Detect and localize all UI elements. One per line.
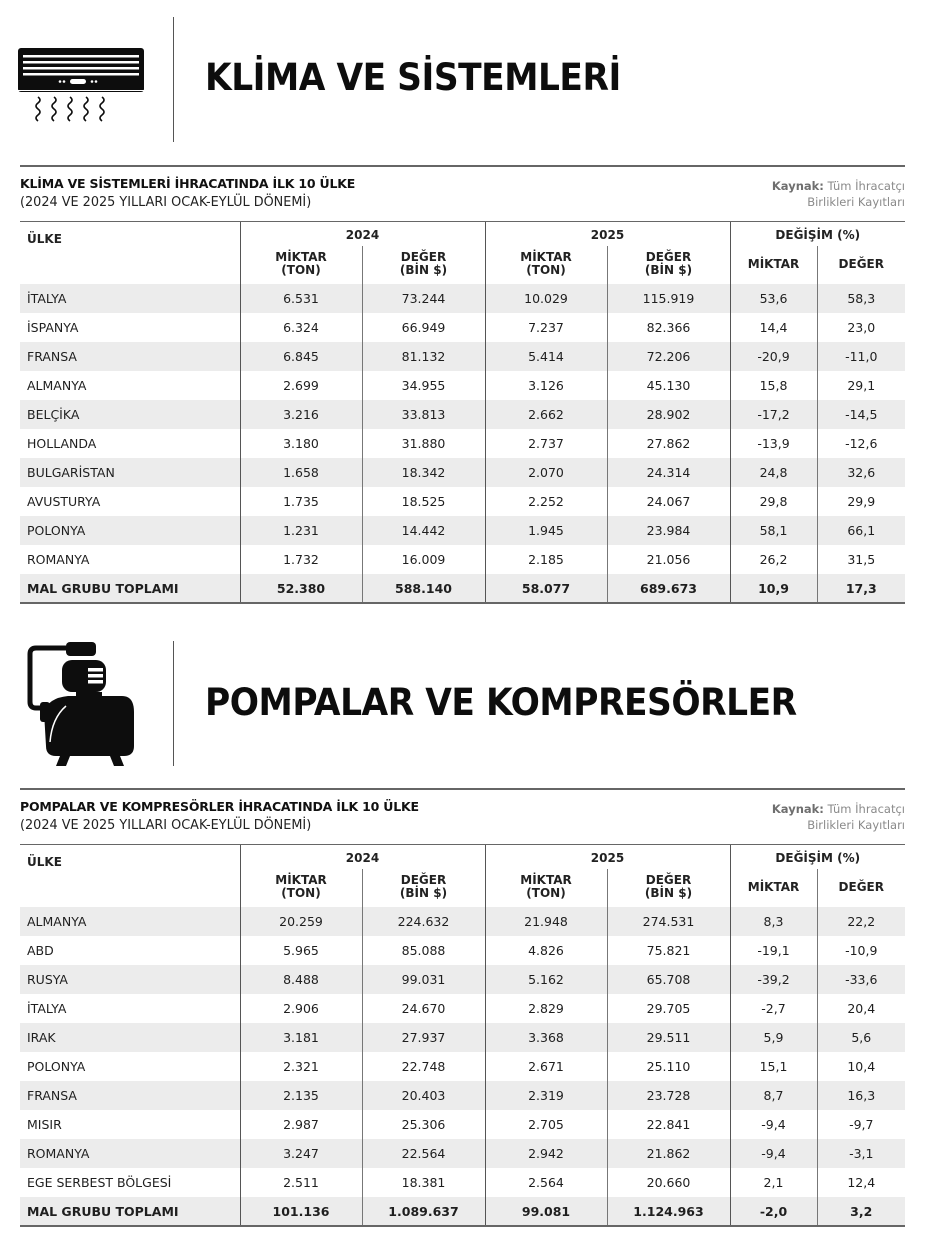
cell-qty-2024: 3.180 bbox=[283, 436, 319, 451]
table-row bbox=[20, 400, 905, 429]
table-row bbox=[20, 907, 905, 936]
header-country: ÜLKE bbox=[20, 845, 240, 907]
cell-country: İTALYA bbox=[20, 994, 240, 1023]
cell-qty-2025: 58.077 bbox=[485, 574, 607, 603]
cell-qty-2024: 2.511 bbox=[283, 1175, 319, 1190]
header-qty-2025: MİKTAR (TON) bbox=[485, 246, 607, 284]
cell-change-val: 31,5 bbox=[817, 545, 905, 574]
cell-qty-2025: 3.368 bbox=[485, 1023, 607, 1052]
cell-change-qty: 10,9 bbox=[730, 574, 817, 603]
cell-change-qty: 29,8 bbox=[730, 487, 817, 516]
data-table bbox=[20, 222, 905, 604]
cell-val-2024: 22.564 bbox=[362, 1139, 485, 1168]
cell-country: İTALYA bbox=[20, 284, 240, 313]
source-line-2: Birlikleri Kayıtları bbox=[807, 194, 905, 209]
cell-qty-2024: 2.906 bbox=[283, 1001, 319, 1016]
cell-country: BULGARİSTAN bbox=[20, 458, 240, 487]
cell-change-val: 10,4 bbox=[817, 1052, 905, 1081]
water-pump-icon bbox=[26, 640, 138, 768]
cell-qty-2024: 3.216 bbox=[240, 400, 362, 429]
cell-val-2024: 25.306 bbox=[362, 1110, 485, 1139]
cell-qty-2024: 2.699 bbox=[283, 378, 319, 393]
cell-qty-2024: 8.488 bbox=[240, 965, 362, 994]
table-row bbox=[20, 458, 905, 487]
table-subtitle: (2024 VE 2025 YILLARI OCAK-EYLÜL DÖNEMİ) bbox=[20, 193, 312, 210]
table-row bbox=[20, 936, 905, 965]
cell-change-qty: -9,4 bbox=[730, 1139, 817, 1168]
table-row bbox=[20, 965, 905, 994]
cell-change-qty: 5,9 bbox=[730, 1023, 817, 1052]
cell-country: RUSYA bbox=[20, 965, 240, 994]
header-change-val: DEĞER bbox=[817, 246, 905, 284]
table-row bbox=[20, 1052, 905, 1081]
header-qty-2025: MİKTAR (TON) bbox=[485, 869, 607, 907]
table-body bbox=[20, 284, 905, 603]
table-row bbox=[20, 284, 905, 313]
cell-qty-2025: 2.252 bbox=[485, 487, 607, 516]
cell-qty-2025: 2.185 bbox=[485, 545, 607, 574]
cell-qty-2025: 99.081 bbox=[485, 1197, 607, 1226]
section-header-pompa bbox=[0, 630, 926, 780]
table-row bbox=[20, 1081, 905, 1110]
cell-val-2024: 85.088 bbox=[362, 936, 485, 965]
header-val-2025: DEĞER (BİN $) bbox=[607, 869, 730, 907]
cell-change-qty: 2,1 bbox=[730, 1168, 817, 1197]
header-val-2024: DEĞER (BİN $) bbox=[362, 869, 485, 907]
cell-change-val: 16,3 bbox=[817, 1081, 905, 1110]
cell-country: FRANSA bbox=[20, 1081, 240, 1110]
header-divider bbox=[173, 641, 174, 766]
cell-qty-2024: 6.531 bbox=[240, 284, 362, 313]
header-val-2024: DEĞER (BİN $) bbox=[362, 246, 485, 284]
cell-qty-2024: 2.987 bbox=[283, 1117, 319, 1132]
header-divider bbox=[173, 17, 174, 142]
header-change-val: DEĞER bbox=[817, 869, 905, 907]
cell-change-qty: -2,0 bbox=[730, 1197, 817, 1226]
cell-qty-2025: 10.029 bbox=[485, 284, 607, 313]
cell-val-2025: 23.984 bbox=[607, 516, 730, 545]
cell-country: MAL GRUBU TOPLAMI bbox=[20, 574, 240, 603]
cell-change-val: 58,3 bbox=[817, 284, 905, 313]
cell-country: ROMANYA bbox=[20, 545, 240, 574]
cell-change-val: 23,0 bbox=[817, 313, 905, 342]
header-change-qty: MİKTAR bbox=[730, 246, 817, 284]
cell-country: HOLLANDA bbox=[20, 429, 240, 458]
cell-country: ABD bbox=[20, 936, 240, 965]
cell-change-val: 5,6 bbox=[817, 1023, 905, 1052]
cell-val-2024: 18.342 bbox=[362, 458, 485, 487]
cell-qty-2025: 2.070 bbox=[485, 458, 607, 487]
header-change-qty: MİKTAR bbox=[730, 869, 817, 907]
cell-val-2024: 81.132 bbox=[362, 342, 485, 371]
table-block-pompa bbox=[20, 788, 905, 1227]
cell-change-qty: 8,3 bbox=[730, 907, 817, 936]
cell-qty-2025: 2.319 bbox=[485, 1081, 607, 1110]
cell-change-val: 32,6 bbox=[817, 458, 905, 487]
cell-val-2024: 99.031 bbox=[362, 965, 485, 994]
cell-change-val: -33,6 bbox=[817, 965, 905, 994]
cell-qty-2025: 2.564 bbox=[485, 1168, 607, 1197]
cell-qty-2025: 2.737 bbox=[485, 429, 607, 458]
cell-val-2025: 82.366 bbox=[607, 313, 730, 342]
cell-val-2025: 23.728 bbox=[607, 1081, 730, 1110]
table-total-row bbox=[20, 574, 905, 603]
header-qty-2024: MİKTAR (TON) bbox=[275, 250, 327, 277]
source-label: Kaynak: bbox=[771, 801, 824, 816]
cell-country: AVUSTURYA bbox=[20, 487, 240, 516]
cell-val-2024: 33.813 bbox=[362, 400, 485, 429]
cell-change-val: 66,1 bbox=[817, 516, 905, 545]
cell-country: ROMANYA bbox=[20, 1139, 240, 1168]
cell-change-val: 3,2 bbox=[817, 1197, 905, 1226]
table-row bbox=[20, 371, 905, 400]
cell-val-2025: 27.862 bbox=[607, 429, 730, 458]
cell-change-qty: -39,2 bbox=[730, 965, 817, 994]
cell-qty-2024: 52.380 bbox=[240, 574, 362, 603]
cell-change-qty: 53,6 bbox=[730, 284, 817, 313]
header-country: ÜLKE bbox=[20, 222, 240, 284]
cell-change-qty: -13,9 bbox=[730, 429, 817, 458]
cell-qty-2025: 2.942 bbox=[485, 1139, 607, 1168]
table-subtitle: (2024 VE 2025 YILLARI OCAK-EYLÜL DÖNEMİ) bbox=[20, 816, 312, 833]
section-title: POMPALAR VE KOMPRESÖRLER bbox=[205, 681, 797, 724]
cell-val-2024: 18.381 bbox=[362, 1168, 485, 1197]
cell-val-2025: 72.206 bbox=[607, 342, 730, 371]
table-row bbox=[20, 429, 905, 458]
cell-change-qty: 24,8 bbox=[730, 458, 817, 487]
table-row bbox=[20, 994, 905, 1023]
table-title: POMPALAR VE KOMPRESÖRLER İHRACATINDA İLK 10 ÜLKE bbox=[20, 798, 419, 814]
cell-qty-2025: 2.705 bbox=[485, 1110, 607, 1139]
cell-change-qty: 15,8 bbox=[730, 371, 817, 400]
cell-qty-2024: 5.965 bbox=[283, 943, 319, 958]
header-qty-2024: MİKTAR (TON) bbox=[275, 873, 327, 900]
cell-qty-2024: 101.136 bbox=[240, 1197, 362, 1226]
header-year-2024: 2024 bbox=[345, 228, 380, 242]
cell-val-2024: 24.670 bbox=[362, 994, 485, 1023]
cell-change-val: 17,3 bbox=[817, 574, 905, 603]
cell-qty-2024: 1.231 bbox=[240, 516, 362, 545]
table-block-klima bbox=[20, 165, 905, 604]
cell-val-2024: 224.632 bbox=[362, 907, 485, 936]
cell-change-qty: -19,1 bbox=[730, 936, 817, 965]
cell-country: FRANSA bbox=[20, 342, 240, 371]
cell-change-qty: -2,7 bbox=[730, 994, 817, 1023]
header-year-2025: 2025 bbox=[485, 222, 730, 246]
cell-change-qty: 58,1 bbox=[730, 516, 817, 545]
table-total-row bbox=[20, 1197, 905, 1226]
source-line-2: Birlikleri Kayıtları bbox=[807, 817, 905, 832]
table-caption bbox=[20, 167, 905, 221]
cell-change-qty: 8,7 bbox=[730, 1081, 817, 1110]
cell-val-2024: 1.089.637 bbox=[362, 1197, 485, 1226]
table-row bbox=[20, 313, 905, 342]
cell-qty-2025: 7.237 bbox=[485, 313, 607, 342]
source-note bbox=[772, 178, 905, 210]
cell-change-qty: -9,4 bbox=[730, 1110, 817, 1139]
cell-val-2025: 25.110 bbox=[607, 1052, 730, 1081]
cell-val-2024: 588.140 bbox=[362, 574, 485, 603]
cell-val-2025: 29.511 bbox=[607, 1023, 730, 1052]
source-note bbox=[772, 801, 905, 833]
cell-qty-2024: 1.732 bbox=[283, 552, 319, 567]
cell-qty-2024: 2.321 bbox=[283, 1059, 319, 1074]
cell-qty-2024: 1.735 bbox=[283, 494, 319, 509]
cell-change-val: -9,7 bbox=[817, 1110, 905, 1139]
header-change: DEĞİŞİM (%) bbox=[730, 222, 905, 246]
cell-qty-2025: 5.162 bbox=[485, 965, 607, 994]
table-row bbox=[20, 1139, 905, 1168]
cell-country: BELÇİKA bbox=[20, 400, 240, 429]
table-row bbox=[20, 1023, 905, 1052]
cell-val-2025: 1.124.963 bbox=[607, 1197, 730, 1226]
cell-country: IRAK bbox=[20, 1023, 240, 1052]
source-line-1: Tüm İhracatçı bbox=[827, 178, 905, 193]
cell-val-2024: 31.880 bbox=[362, 429, 485, 458]
cell-qty-2024: 6.845 bbox=[240, 342, 362, 371]
cell-country: POLONYA bbox=[20, 1052, 240, 1081]
table-caption bbox=[20, 790, 905, 844]
cell-val-2024: 27.937 bbox=[362, 1023, 485, 1052]
cell-val-2025: 115.919 bbox=[607, 284, 730, 313]
cell-change-val: 20,4 bbox=[817, 994, 905, 1023]
cell-change-val: -12,6 bbox=[817, 429, 905, 458]
table-row bbox=[20, 545, 905, 574]
data-table bbox=[20, 845, 905, 1227]
cell-qty-2025: 5.414 bbox=[485, 342, 607, 371]
cell-change-qty: -17,2 bbox=[730, 400, 817, 429]
section-header-klima bbox=[0, 0, 926, 160]
cell-qty-2024: 6.324 bbox=[283, 320, 319, 335]
cell-qty-2025: 21.948 bbox=[485, 907, 607, 936]
cell-change-val: 12,4 bbox=[817, 1168, 905, 1197]
cell-val-2024: 73.244 bbox=[362, 284, 485, 313]
cell-val-2025: 65.708 bbox=[607, 965, 730, 994]
table-row bbox=[20, 487, 905, 516]
cell-qty-2024: 3.247 bbox=[240, 1139, 362, 1168]
cell-val-2024: 22.748 bbox=[362, 1052, 485, 1081]
air-conditioner-icon bbox=[18, 45, 146, 125]
table-row bbox=[20, 516, 905, 545]
cell-val-2024: 66.949 bbox=[362, 313, 485, 342]
cell-qty-2025: 2.829 bbox=[485, 994, 607, 1023]
cell-qty-2024: 3.181 bbox=[240, 1023, 362, 1052]
header-change: DEĞİŞİM (%) bbox=[730, 845, 905, 869]
cell-country: İSPANYA bbox=[20, 313, 240, 342]
cell-country: MAL GRUBU TOPLAMI bbox=[20, 1197, 240, 1226]
cell-val-2024: 18.525 bbox=[362, 487, 485, 516]
cell-change-qty: -20,9 bbox=[730, 342, 817, 371]
cell-val-2025: 24.067 bbox=[607, 487, 730, 516]
cell-val-2025: 689.673 bbox=[607, 574, 730, 603]
cell-country: POLONYA bbox=[20, 516, 240, 545]
cell-qty-2025: 2.662 bbox=[485, 400, 607, 429]
cell-country: MISIR bbox=[20, 1110, 240, 1139]
cell-change-val: 29,9 bbox=[817, 487, 905, 516]
table-row bbox=[20, 342, 905, 371]
cell-country: ALMANYA bbox=[20, 907, 240, 936]
section-title: KLİMA VE SİSTEMLERİ bbox=[205, 56, 621, 99]
cell-val-2025: 20.660 bbox=[607, 1168, 730, 1197]
cell-qty-2024: 1.658 bbox=[240, 458, 362, 487]
cell-val-2025: 29.705 bbox=[607, 994, 730, 1023]
source-label: Kaynak: bbox=[771, 178, 824, 193]
cell-change-val: 22,2 bbox=[817, 907, 905, 936]
cell-qty-2025: 4.826 bbox=[485, 936, 607, 965]
header-val-2025: DEĞER (BİN $) bbox=[607, 246, 730, 284]
cell-change-val: -10,9 bbox=[817, 936, 905, 965]
cell-val-2024: 16.009 bbox=[362, 545, 485, 574]
cell-country: EGE SERBEST BÖLGESİ bbox=[20, 1168, 240, 1197]
cell-qty-2025: 1.945 bbox=[485, 516, 607, 545]
cell-val-2024: 34.955 bbox=[362, 371, 485, 400]
table-body bbox=[20, 907, 905, 1226]
cell-change-val: -11,0 bbox=[817, 342, 905, 371]
table-row bbox=[20, 1168, 905, 1197]
cell-val-2025: 24.314 bbox=[607, 458, 730, 487]
cell-change-val: 29,1 bbox=[817, 371, 905, 400]
cell-change-val: -3,1 bbox=[817, 1139, 905, 1168]
cell-val-2025: 45.130 bbox=[607, 371, 730, 400]
cell-change-qty: 14,4 bbox=[730, 313, 817, 342]
cell-val-2025: 22.841 bbox=[607, 1110, 730, 1139]
cell-change-val: -14,5 bbox=[817, 400, 905, 429]
table-title: KLİMA VE SİSTEMLERİ İHRACATINDA İLK 10 ÜLKE bbox=[20, 175, 356, 191]
cell-qty-2024: 2.135 bbox=[240, 1081, 362, 1110]
cell-change-qty: 26,2 bbox=[730, 545, 817, 574]
cell-qty-2024: 20.259 bbox=[240, 907, 362, 936]
cell-qty-2025: 3.126 bbox=[485, 371, 607, 400]
cell-val-2025: 21.862 bbox=[607, 1139, 730, 1168]
source-line-1: Tüm İhracatçı bbox=[827, 801, 905, 816]
cell-val-2025: 28.902 bbox=[607, 400, 730, 429]
table-row bbox=[20, 1110, 905, 1139]
cell-val-2024: 14.442 bbox=[362, 516, 485, 545]
cell-qty-2025: 2.671 bbox=[485, 1052, 607, 1081]
cell-val-2025: 21.056 bbox=[607, 545, 730, 574]
cell-country: ALMANYA bbox=[20, 371, 240, 400]
header-year-2025: 2025 bbox=[485, 845, 730, 869]
cell-val-2024: 20.403 bbox=[362, 1081, 485, 1110]
cell-val-2025: 75.821 bbox=[607, 936, 730, 965]
cell-change-qty: 15,1 bbox=[730, 1052, 817, 1081]
cell-val-2025: 274.531 bbox=[607, 907, 730, 936]
header-year-2024: 2024 bbox=[345, 851, 380, 865]
